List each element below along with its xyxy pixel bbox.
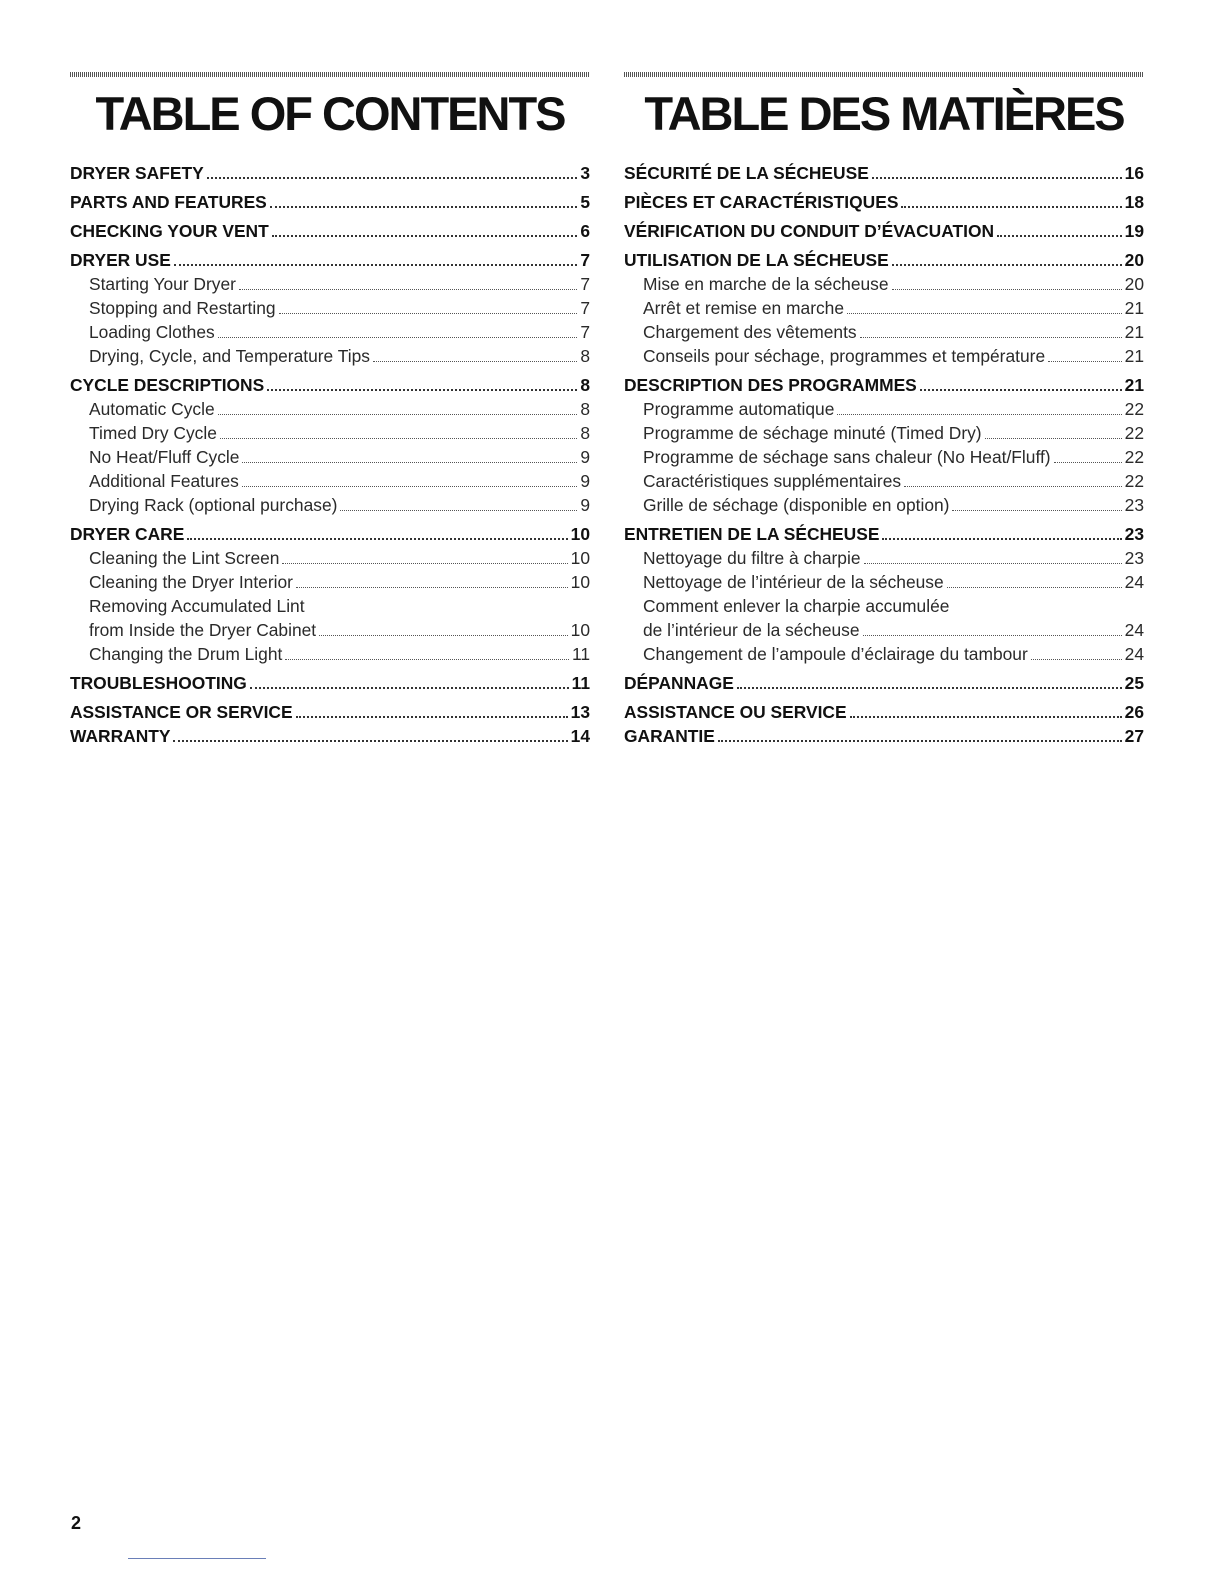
toc-subsection-entry[interactable] (70, 594, 590, 618)
entry-page-number: 21 (1124, 375, 1144, 395)
entry-page-number: 26 (1124, 702, 1144, 722)
dot-leader (296, 715, 568, 718)
toc-section-entry[interactable] (624, 161, 1144, 185)
toc-subsection-entry[interactable] (70, 344, 590, 368)
toc-subsection-entry[interactable] (624, 594, 1144, 618)
toc-section-entry[interactable] (624, 724, 1144, 748)
entry-page-number: 27 (1124, 726, 1144, 746)
toc-section-entry[interactable] (70, 248, 590, 272)
toc-subsection-entry[interactable] (70, 320, 590, 344)
entry-page-number: 5 (580, 192, 590, 212)
entry-label: ASSISTANCE OR SERVICE (70, 702, 293, 722)
dot-leader (952, 509, 1121, 511)
entry-label: Nettoyage du filtre à charpie (643, 548, 861, 568)
dot-leader (985, 437, 1122, 439)
entry-page-number: 22 (1124, 423, 1144, 443)
entry-label: VÉRIFICATION DU CONDUIT D’ÉVACUATION (624, 221, 995, 241)
entry-label: Grille de séchage (disponible en option) (643, 495, 950, 515)
entry-page-number: 21 (1124, 298, 1144, 318)
dot-leader (737, 686, 1122, 689)
toc-subsection-entry[interactable] (70, 296, 590, 320)
entry-page-number: 9 (580, 471, 590, 491)
entry-label: Loading Clothes (89, 322, 215, 342)
entry-label: PIÈCES ET CARACTÉRISTIQUES (624, 192, 899, 212)
dot-leader (882, 537, 1121, 540)
entry-label: DRYER SAFETY (70, 163, 204, 183)
dot-leader (218, 413, 578, 415)
entry-page-number: 9 (580, 447, 590, 467)
entry-page-number: 6 (580, 221, 590, 241)
entry-page-number: 21 (1124, 322, 1144, 342)
toc-subsection-entry[interactable] (624, 618, 1144, 642)
toc-section-entry[interactable] (624, 219, 1144, 243)
dot-leader (242, 461, 577, 463)
entry-label: CYCLE DESCRIPTIONS (70, 375, 265, 395)
toc-section-entry[interactable] (70, 219, 590, 243)
entry-page-number: 10 (570, 572, 590, 592)
dot-leader (904, 485, 1122, 487)
toc-section-entry[interactable] (70, 373, 590, 397)
dot-leader (207, 176, 578, 179)
entry-label: Drying Rack (optional purchase) (89, 495, 338, 515)
entry-page-number: 13 (570, 702, 590, 722)
toc-section-entry[interactable] (624, 671, 1144, 695)
entry-page-number: 22 (1124, 447, 1144, 467)
entry-page-number: 24 (1124, 620, 1144, 640)
toc-subsection-entry[interactable] (624, 493, 1144, 517)
entry-label: from Inside the Dryer Cabinet (89, 620, 317, 640)
toc-french (624, 72, 1144, 748)
toc-section-entry[interactable] (70, 700, 590, 724)
toc-section-entry[interactable] (70, 190, 590, 214)
entry-label: Changement de l’ampoule d’éclairage du tambour (643, 644, 1028, 664)
entry-page-number: 3 (580, 163, 590, 183)
entry-label: CHECKING YOUR VENT (70, 221, 269, 241)
toc-section-entry[interactable] (624, 248, 1144, 272)
entry-page-number: 7 (580, 274, 590, 294)
dot-leader (279, 312, 578, 314)
entry-label: SÉCURITÉ DE LA SÉCHEUSE (624, 163, 869, 183)
dot-leader (218, 336, 578, 338)
entry-label: Drying, Cycle, and Temperature Tips (89, 346, 370, 366)
entry-page-number: 22 (1124, 399, 1144, 419)
dot-leader (340, 509, 577, 511)
entry-page-number: 8 (580, 346, 590, 366)
dot-leader (296, 586, 568, 588)
toc-subsection-entry[interactable] (70, 421, 590, 445)
dot-leader (373, 360, 577, 362)
toc-subsection-entry[interactable] (624, 272, 1144, 296)
entry-page-number: 20 (1124, 250, 1144, 270)
dot-leader (272, 234, 578, 237)
dot-leader (860, 336, 1122, 338)
dot-leader (173, 739, 567, 742)
entry-label: de l’intérieur de la sécheuse (643, 620, 860, 640)
entry-page-number: 14 (570, 726, 590, 746)
entry-page-number: 21 (1124, 346, 1144, 366)
toc-subsection-entry[interactable] (624, 296, 1144, 320)
entry-label: DÉPANNAGE (624, 673, 734, 693)
dot-leader (872, 176, 1122, 179)
dot-leader (718, 739, 1122, 742)
dot-leader (850, 715, 1122, 718)
toc-entries (70, 161, 590, 748)
entry-page-number: 8 (580, 399, 590, 419)
entry-page-number: 10 (570, 548, 590, 568)
entry-page-number: 8 (580, 423, 590, 443)
entry-label: Programme de séchage sans chaleur (No Heat/Fluff) (643, 447, 1051, 467)
entry-page-number: 20 (1124, 274, 1144, 294)
entry-label: ASSISTANCE OU SERVICE (624, 702, 847, 722)
entry-label: Changing the Drum Light (89, 644, 283, 664)
toc-english (70, 72, 590, 748)
entry-page-number: 24 (1124, 644, 1144, 664)
dot-leader (220, 437, 577, 439)
toc-section-entry[interactable] (624, 700, 1144, 724)
entry-label: Arrêt et remise en marche (643, 298, 845, 318)
entry-page-number: 7 (580, 250, 590, 270)
toc-section-entry[interactable] (70, 161, 590, 185)
toc-section-entry[interactable] (624, 190, 1144, 214)
dot-leader (863, 634, 1122, 636)
toc-subsection-entry[interactable] (70, 272, 590, 296)
entry-page-number: 19 (1124, 221, 1144, 241)
toc-subsection-entry[interactable] (624, 546, 1144, 570)
entry-page-number: 23 (1124, 548, 1144, 568)
entry-label: ENTRETIEN DE LA SÉCHEUSE (624, 524, 880, 544)
entry-page-number: 9 (580, 495, 590, 515)
entry-label: DRYER USE (70, 250, 171, 270)
dot-leader (270, 205, 578, 208)
entry-label: TROUBLESHOOTING (70, 673, 247, 693)
toc-section-entry[interactable] (624, 522, 1144, 546)
toc-section-entry[interactable] (70, 671, 590, 695)
toc-subsection-entry[interactable] (70, 642, 590, 666)
dot-leader (1031, 658, 1122, 660)
entry-label: Mise en marche de la sécheuse (643, 274, 889, 294)
header-rule (624, 72, 1144, 77)
entry-page-number: 10 (570, 620, 590, 640)
dot-leader (285, 658, 569, 660)
page-number: 2 (71, 1513, 82, 1533)
entry-page-number: 16 (1124, 163, 1144, 183)
dot-leader (250, 686, 569, 689)
toc-subsection-entry[interactable] (624, 397, 1144, 421)
entry-label: Automatic Cycle (89, 399, 215, 419)
toc-section-entry[interactable] (70, 522, 590, 546)
entry-label: Caractéristiques supplémentaires (643, 471, 902, 491)
dot-leader (920, 388, 1122, 391)
header-rule (70, 72, 590, 77)
entry-label: GARANTIE (624, 726, 715, 746)
dot-leader (901, 205, 1121, 208)
entry-page-number: 22 (1124, 471, 1144, 491)
toc-subsection-entry[interactable] (624, 445, 1144, 469)
entry-label: Cleaning the Dryer Interior (89, 572, 293, 592)
entry-label: Stopping and Restarting (89, 298, 276, 318)
toc-entries (624, 161, 1144, 748)
entry-label: Removing Accumulated Lint (89, 596, 305, 616)
dot-leader (239, 288, 577, 290)
toc-subsection-entry[interactable] (624, 320, 1144, 344)
toc-subsection-entry[interactable] (70, 618, 590, 642)
toc-subsection-entry[interactable] (624, 570, 1144, 594)
toc-subsection-entry[interactable] (70, 469, 590, 493)
entry-label: UTILISATION DE LA SÉCHEUSE (624, 250, 889, 270)
entry-page-number: 23 (1124, 524, 1144, 544)
dot-leader (864, 562, 1122, 564)
dot-leader (837, 413, 1121, 415)
dot-leader (1054, 461, 1122, 463)
entry-page-number: 18 (1124, 192, 1144, 212)
toc-subsection-entry[interactable] (70, 570, 590, 594)
dot-leader (174, 263, 578, 266)
entry-page-number: 8 (580, 375, 590, 395)
toc-subsection-entry[interactable] (70, 445, 590, 469)
dot-leader (1048, 360, 1122, 362)
toc-subsection-entry[interactable] (624, 642, 1144, 666)
entry-page-number: 23 (1124, 495, 1144, 515)
dot-leader (242, 485, 577, 487)
entry-label: No Heat/Fluff Cycle (89, 447, 240, 467)
entry-label: Conseils pour séchage, programmes et température (643, 346, 1046, 366)
entry-label: Starting Your Dryer (89, 274, 236, 294)
dot-leader (892, 263, 1122, 266)
dot-leader (847, 312, 1122, 314)
entry-page-number: 7 (580, 322, 590, 342)
toc-subsection-entry[interactable] (624, 469, 1144, 493)
entry-page-number: 7 (580, 298, 590, 318)
toc-subsection-entry[interactable] (70, 493, 590, 517)
entry-label: Timed Dry Cycle (89, 423, 217, 443)
toc-subsection-entry[interactable] (624, 421, 1144, 445)
toc-section-entry[interactable] (70, 724, 590, 748)
footer-line (128, 1558, 266, 1559)
entry-label: DRYER CARE (70, 524, 185, 544)
toc-title: TABLE DES MATIÈRES (644, 87, 1124, 140)
entry-label: Programme automatique (643, 399, 835, 419)
entry-label: Programme de séchage minuté (Timed Dry) (643, 423, 982, 443)
entry-label: PARTS AND FEATURES (70, 192, 267, 212)
entry-label: Additional Features (89, 471, 239, 491)
toc-section-entry[interactable] (624, 373, 1144, 397)
dot-leader (282, 562, 567, 564)
dot-leader (947, 586, 1122, 588)
entry-label: Nettoyage de l’intérieur de la sécheuse (643, 572, 944, 592)
entry-label: Cleaning the Lint Screen (89, 548, 280, 568)
entry-page-number: 24 (1124, 572, 1144, 592)
toc-subsection-entry[interactable] (624, 344, 1144, 368)
toc-title: TABLE OF CONTENTS (95, 87, 565, 140)
entry-label: DESCRIPTION DES PROGRAMMES (624, 375, 917, 395)
toc-subsection-entry[interactable] (70, 397, 590, 421)
entry-page-number: 25 (1124, 673, 1144, 693)
dot-leader (892, 288, 1122, 290)
toc-subsection-entry[interactable] (70, 546, 590, 570)
entry-label: Comment enlever la charpie accumulée (643, 596, 950, 616)
entry-page-number: 11 (571, 644, 590, 664)
dot-leader (997, 234, 1122, 237)
dot-leader (267, 388, 577, 391)
entry-label: Chargement des vêtements (643, 322, 857, 342)
entry-label: WARRANTY (70, 726, 171, 746)
dot-leader (187, 537, 567, 540)
entry-page-number: 10 (570, 524, 590, 544)
entry-page-number: 11 (571, 673, 590, 693)
dot-leader (319, 634, 568, 636)
